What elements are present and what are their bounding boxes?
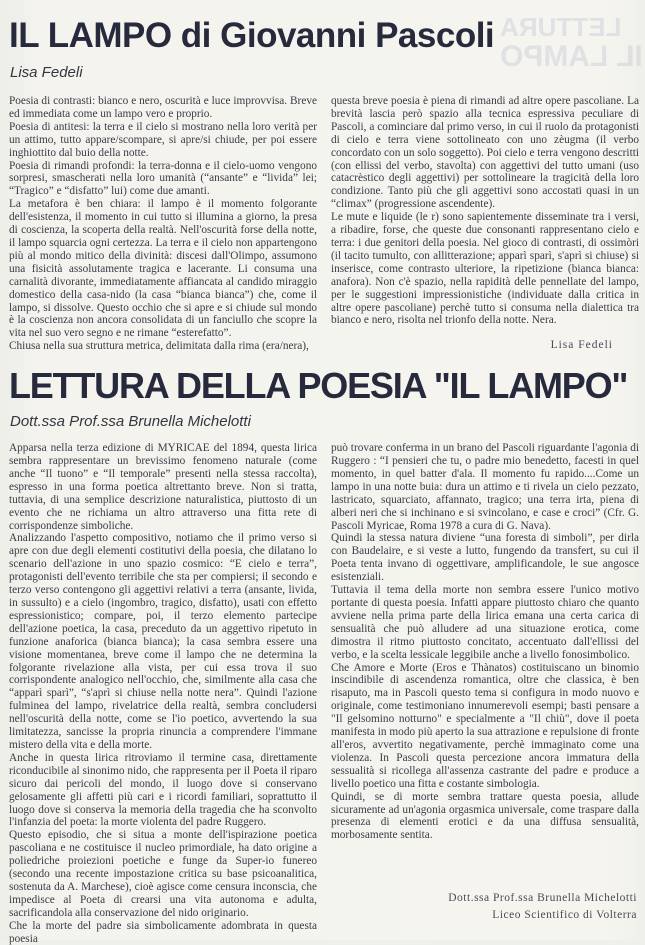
paragraph: Le mute e liquide (le r) sono sapientemente disseminate tra i versi, a ribadire, forse, che queste due consonanti rappresentano cielo e terra: i due genitori della poesia. Nel gioco di contrasti, di ossimòri (il tacito tumulto, con allitterazione; apparì sparì, s'aprì si chiuse) si inserisce, come contrasto ulteriore, la ripetizione (bianca bianca: anafora). Non c'è spazio, nella rapidità delle pennellate del lampo, per le suggestioni impressionistiche (individuate dalla critica in altre opere pascoliane) perchè tutto si consuma nella dialettica tra bianco e nero, risolta nel trionfo della notte. Nera.	[331, 211, 639, 327]
article2-right-paragraphs	[331, 442, 639, 842]
ghost-line-2: IL LAMPO	[500, 40, 643, 74]
paragraph: Poesia di antitesi: la terra e il cielo si mostrano nella loro verità per un attimo, tutto appare/scompare, si apre/si chiude, per poi essere inghiottito dal buio della notte.	[9, 120, 317, 159]
article2-left-column	[9, 442, 317, 945]
article1-right-column	[331, 95, 639, 353]
paragraph: Apparsa nella terza edizione di MYRICAE del 1894, questa lirica sembra rappresentare un brevissimo fenomeno naturale (come anche “Il tuono” e “Il temporale” presenti nella stessa raccolta), espresso in una forma poetica altrettanto breve. Non si tratta, tuttavia, di una semplice descrizione naturalistica, piuttosto di un evento che ne richiama un altro attraverso una fitta rete di corrispondenze simboliche.	[9, 442, 317, 532]
paragraph: questa breve poesia è piena di rimandi ad altre opere pascoliane. La brevità lascia però spazio alla tecnica espressiva peculiare di Pascoli, a cominciare dal primo verso, in cui il ruolo da protagonisti di cielo e terra viene sottolineato con uno zèugma (il verbo concordato con un solo soggetto). Poi cielo e terra vengono descritti (con ellissi del verbo, stavolta) con aggettivi del tutto umani (uso catacrèstico degli aggettivi) per sottolineare la tragicità della loro condizione. Tanto più che gli aggettivi sono accostati quasi in un “climax” (progressione ascendente).	[331, 95, 639, 211]
paragraph: Analizzando l'aspetto compositivo, notiamo che il primo verso si apre con due degli elementi costitutivi della poesia, che dilatano lo scenario dell'azione in uno spazio cosmico: “E cielo e terra”, protagonisti dell'evento terribile che sta per compiersi; il secondo e terzo verso contengono gli aggettivi relativi a terra (ansante, livida, in sussulto) e a cielo (ingombro, tragico, disfatto), usati con effetto espressionistico; compare, poi, il terzo elemento partecipe dell'azione poetica, la casa, preceduto da un aggettivo ripetuto in funzione anaforica (bianca bianca); la casa sembra essere una visione momentanea, breve come il lampo che ne determina la folgorante rivelazione alla vista, per cui essa trova il suo corrispondente analogico nell'occhio, che, similmente alla casa che “apparì sparì”, “s'aprì si chiuse nella notte nera”. Quindi l'azione fulminea del lampo, rivelatrice della realtà, sembra concludersi nell'oscurità della notte, come se l'io poetico, avvertendo la sua limitatezza, sancisse la propria rinuncia a comprendere l'immane mistero della vita e della morte.	[9, 532, 317, 751]
paragraph: Tuttavia il tema della morte non sembra essere l'unico motivo portante di questa poesia. Infatti appare piuttosto chiaro che quanto avviene nella prima parte della lirica emana una certa carica di sensualità che può alludere ad una situazione erotica, come dimostra il ritmo piuttosto concitato, accentuato dall'ellissi del verbo, e la scelta lessicale leggibile anche a livello fonosimbolico.	[331, 584, 639, 661]
credits-school: Liceo Scientifico di Volterra	[492, 909, 637, 922]
article1-right-paragraphs	[331, 95, 639, 327]
article1-body	[9, 95, 639, 353]
paragraph: Che la morte del padre sia simbolicamente adombrata in questa poesia	[9, 919, 317, 945]
paragraph: Chiusa nella sua struttura metrica, delimitata dalla rima (era/nera),	[9, 340, 309, 353]
credits-author: Dott.ssa Prof.ssa Brunella Michelotti	[448, 892, 637, 905]
paragraph: La metafora è ben chiara: il lampo è il momento folgorante dell'esistenza, il momento in cui tutto si illumina a giorno, la presa di coscienza, la scoperta della realtà. Nell'oscurità forse della notte, il lampo squarcia ogni certezza. La terra e il cielo non appartengono più al mondo mitico della divinità: discesi dall'Olimpo, assumono una fisicità assolutamente tragica e lacerante. Li consuma una carnalità divorante, immediatamente affiancata al candido miraggio domestico della casa-nido (la casa “bianca bianca”) che, come il lampo, si dissolve. Questo occhio che si apre e si chiude sul mondo è la coscienza non ancora consolidata di un fanciullo che scopre la vita nel suo vero segno e ne rimane “esterefatto”.	[9, 198, 317, 340]
paragraph: Questo episodio, che si situa a monte dell'ispirazione poetica pascoliana e ne costituisce il nucleo primordiale, ha dato origine a poliedriche proiezioni poetiche e funge da Super-io funereo (secondo una recente impostazione critica su base psicoanalitica, sostenuta da A. Marchese), cioè agisce come censura inconscia, che impedisce al Poeta di crearsi una vita autonoma e adulta, sacrificandola alla conservazione del nido originario.	[9, 829, 317, 919]
ghost-line-1: LETTURA	[500, 12, 622, 42]
paragraph: Poesia di rimandi profondi: la terra-donna e il cielo-uomo vengono sorpresi, smascherati nella loro umanità (“ansante” e “livida” lei; “Tragico” e “disfatto” lui) come due amanti.	[9, 159, 317, 198]
paragraph: Anche in questa lirica ritroviamo il termine casa, direttamente riconducibile al sinonimo nido, che rappresenta per il Poeta il riparo sicuro dai pericoli del mondo, il luogo dove si conservano gelosamente gli affetti più cari e i ricordi familiari, soprattutto il luogo dove si conserva la memoria della tragedia che ha sconvolto l'infanzia del poeta: la morte violenta del padre Ruggero.	[9, 751, 317, 829]
article2-title: LETTURA DELLA POESIA "IL LAMPO"	[9, 365, 628, 407]
article1-title: IL LAMPO di Giovanni Pascoli	[9, 16, 495, 55]
paragraph: Quindi la stessa natura diviene “una foresta di simboli”, per dirla con Baudelaire, e si veste a lutto, fungendo da transfert, su cui il Poeta tenta invano di oggettivare, amplificandole, le sue angosce esistenziali.	[331, 532, 639, 584]
article1-author: Lisa Fedeli	[10, 64, 83, 81]
article2-author: Dott.ssa Prof.ssa Brunella Michelotti	[10, 413, 251, 431]
article1-signature: Lisa Fedeli	[550, 339, 613, 352]
paragraph: Quindi, se di morte sembra trattare questa poesia, allude sicuramente ad un'agonia orgasmica universale, come traspare dalla presenza di elementi erotici e da una diffusa sensualità, morbosamente sentita.	[331, 790, 639, 842]
paragraph: può trovare conferma in un brano del Pascoli riguardante l'agonia di Ruggero : “I pensieri che tu, o padre mio benedetto, facesti in quel momento, in quel batter d'ala. Il momento fu rapido....Come un lampo in una notte buia: dura un attimo e ti rivela un cielo pezzato, lastricato, squarciato, affannato, tragico; una terra irta, piena di alberi neri che si inchinano e si svincolano, e case e croci” (Cfr. G. Pascoli Myricae, Roma 1978 a cura di G. Nava).	[331, 442, 639, 532]
paragraph: Poesia di contrasti: bianco e nero, oscurità e luce improvvisa. Breve ed immediata come un lampo vero e proprio.	[9, 95, 317, 120]
article2-credits	[331, 890, 637, 924]
article2-body	[9, 442, 639, 945]
article1-left-column	[9, 95, 317, 353]
paragraph: Che Amore e Morte (Eros e Thànatos) costituiscano un binomio inscindibile di ascendenza romantica, oltre che classica, è ben risaputo, ma in Pascoli questo tema si configura in modo nuovo e originale, come testimoniano innumerevoli esempi; basti pensare a "Il gelsomino notturno" e specialmente a "Il chiù", dove il poeta manifesta in modo più aperto la sua attrazione e repulsione di fronte all'eros, avvertito negativamente, perchè immaginato come una violenza. In Pascoli questa percezione ancora immatura della sessualità si ricollega all'assenza castrante del padre e produce a livello poetico una fitta e costante simbologia.	[331, 661, 639, 790]
article2-right-column	[331, 442, 639, 945]
